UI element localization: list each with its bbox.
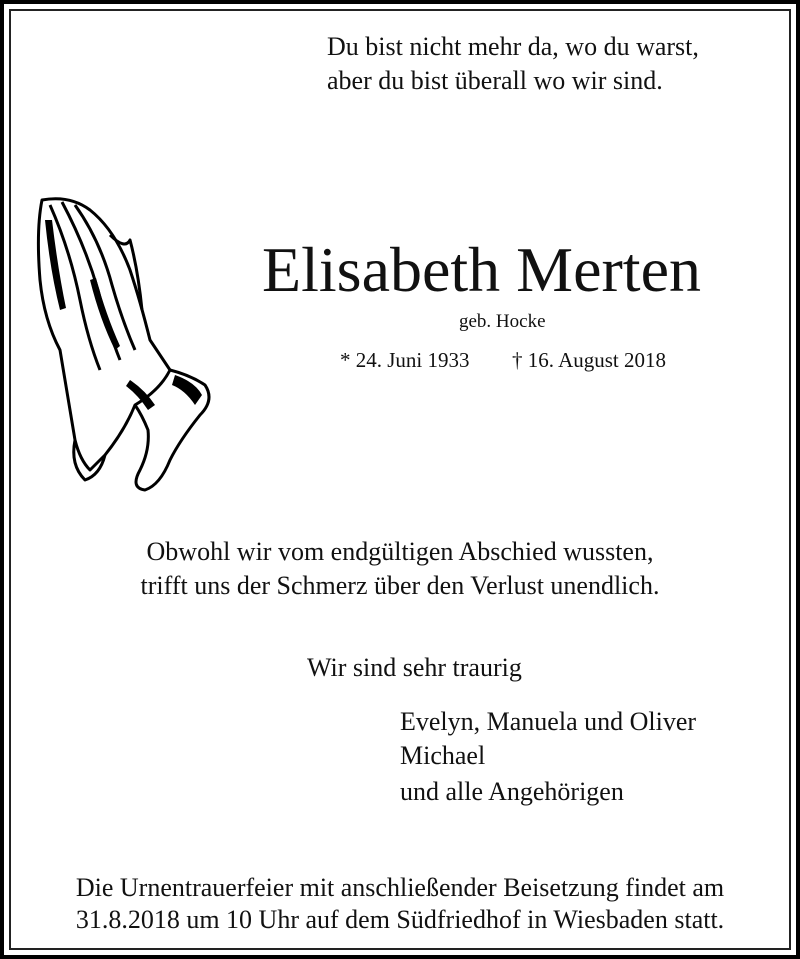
message-line-1: Obwohl wir vom endgültigen Abschied wussten, [146, 537, 654, 566]
mourner-line: Michael [400, 741, 486, 770]
maiden-name: geb. Hocke [459, 311, 546, 332]
funeral-info-line-1: Die Urnentrauerfeier mit anschließender Beisetzung findet am [75, 873, 725, 902]
motto-line-2: aber du bist überall wo wir sind. [327, 66, 663, 95]
funeral-info-line-2: 31.8.2018 um 10 Uhr auf dem Südfriedhof in Wiesbaden statt. [75, 905, 725, 934]
mourners-intro: Wir sind sehr traurig [307, 653, 522, 682]
praying-hands-icon [30, 190, 220, 495]
mourner-line: und alle Angehörigen [400, 777, 624, 806]
death-date: † 16. August 2018 [512, 348, 667, 372]
mourner-line: Evelyn, Manuela und Oliver [400, 707, 697, 736]
deceased-name: Elisabeth Merten [262, 234, 701, 305]
motto-line-1: Du bist nicht mehr da, wo du warst, [327, 32, 699, 61]
message-line-2: trifft uns der Schmerz über den Verlust unendlich. [140, 571, 660, 600]
birth-date: * 24. Juni 1933 [340, 348, 470, 372]
